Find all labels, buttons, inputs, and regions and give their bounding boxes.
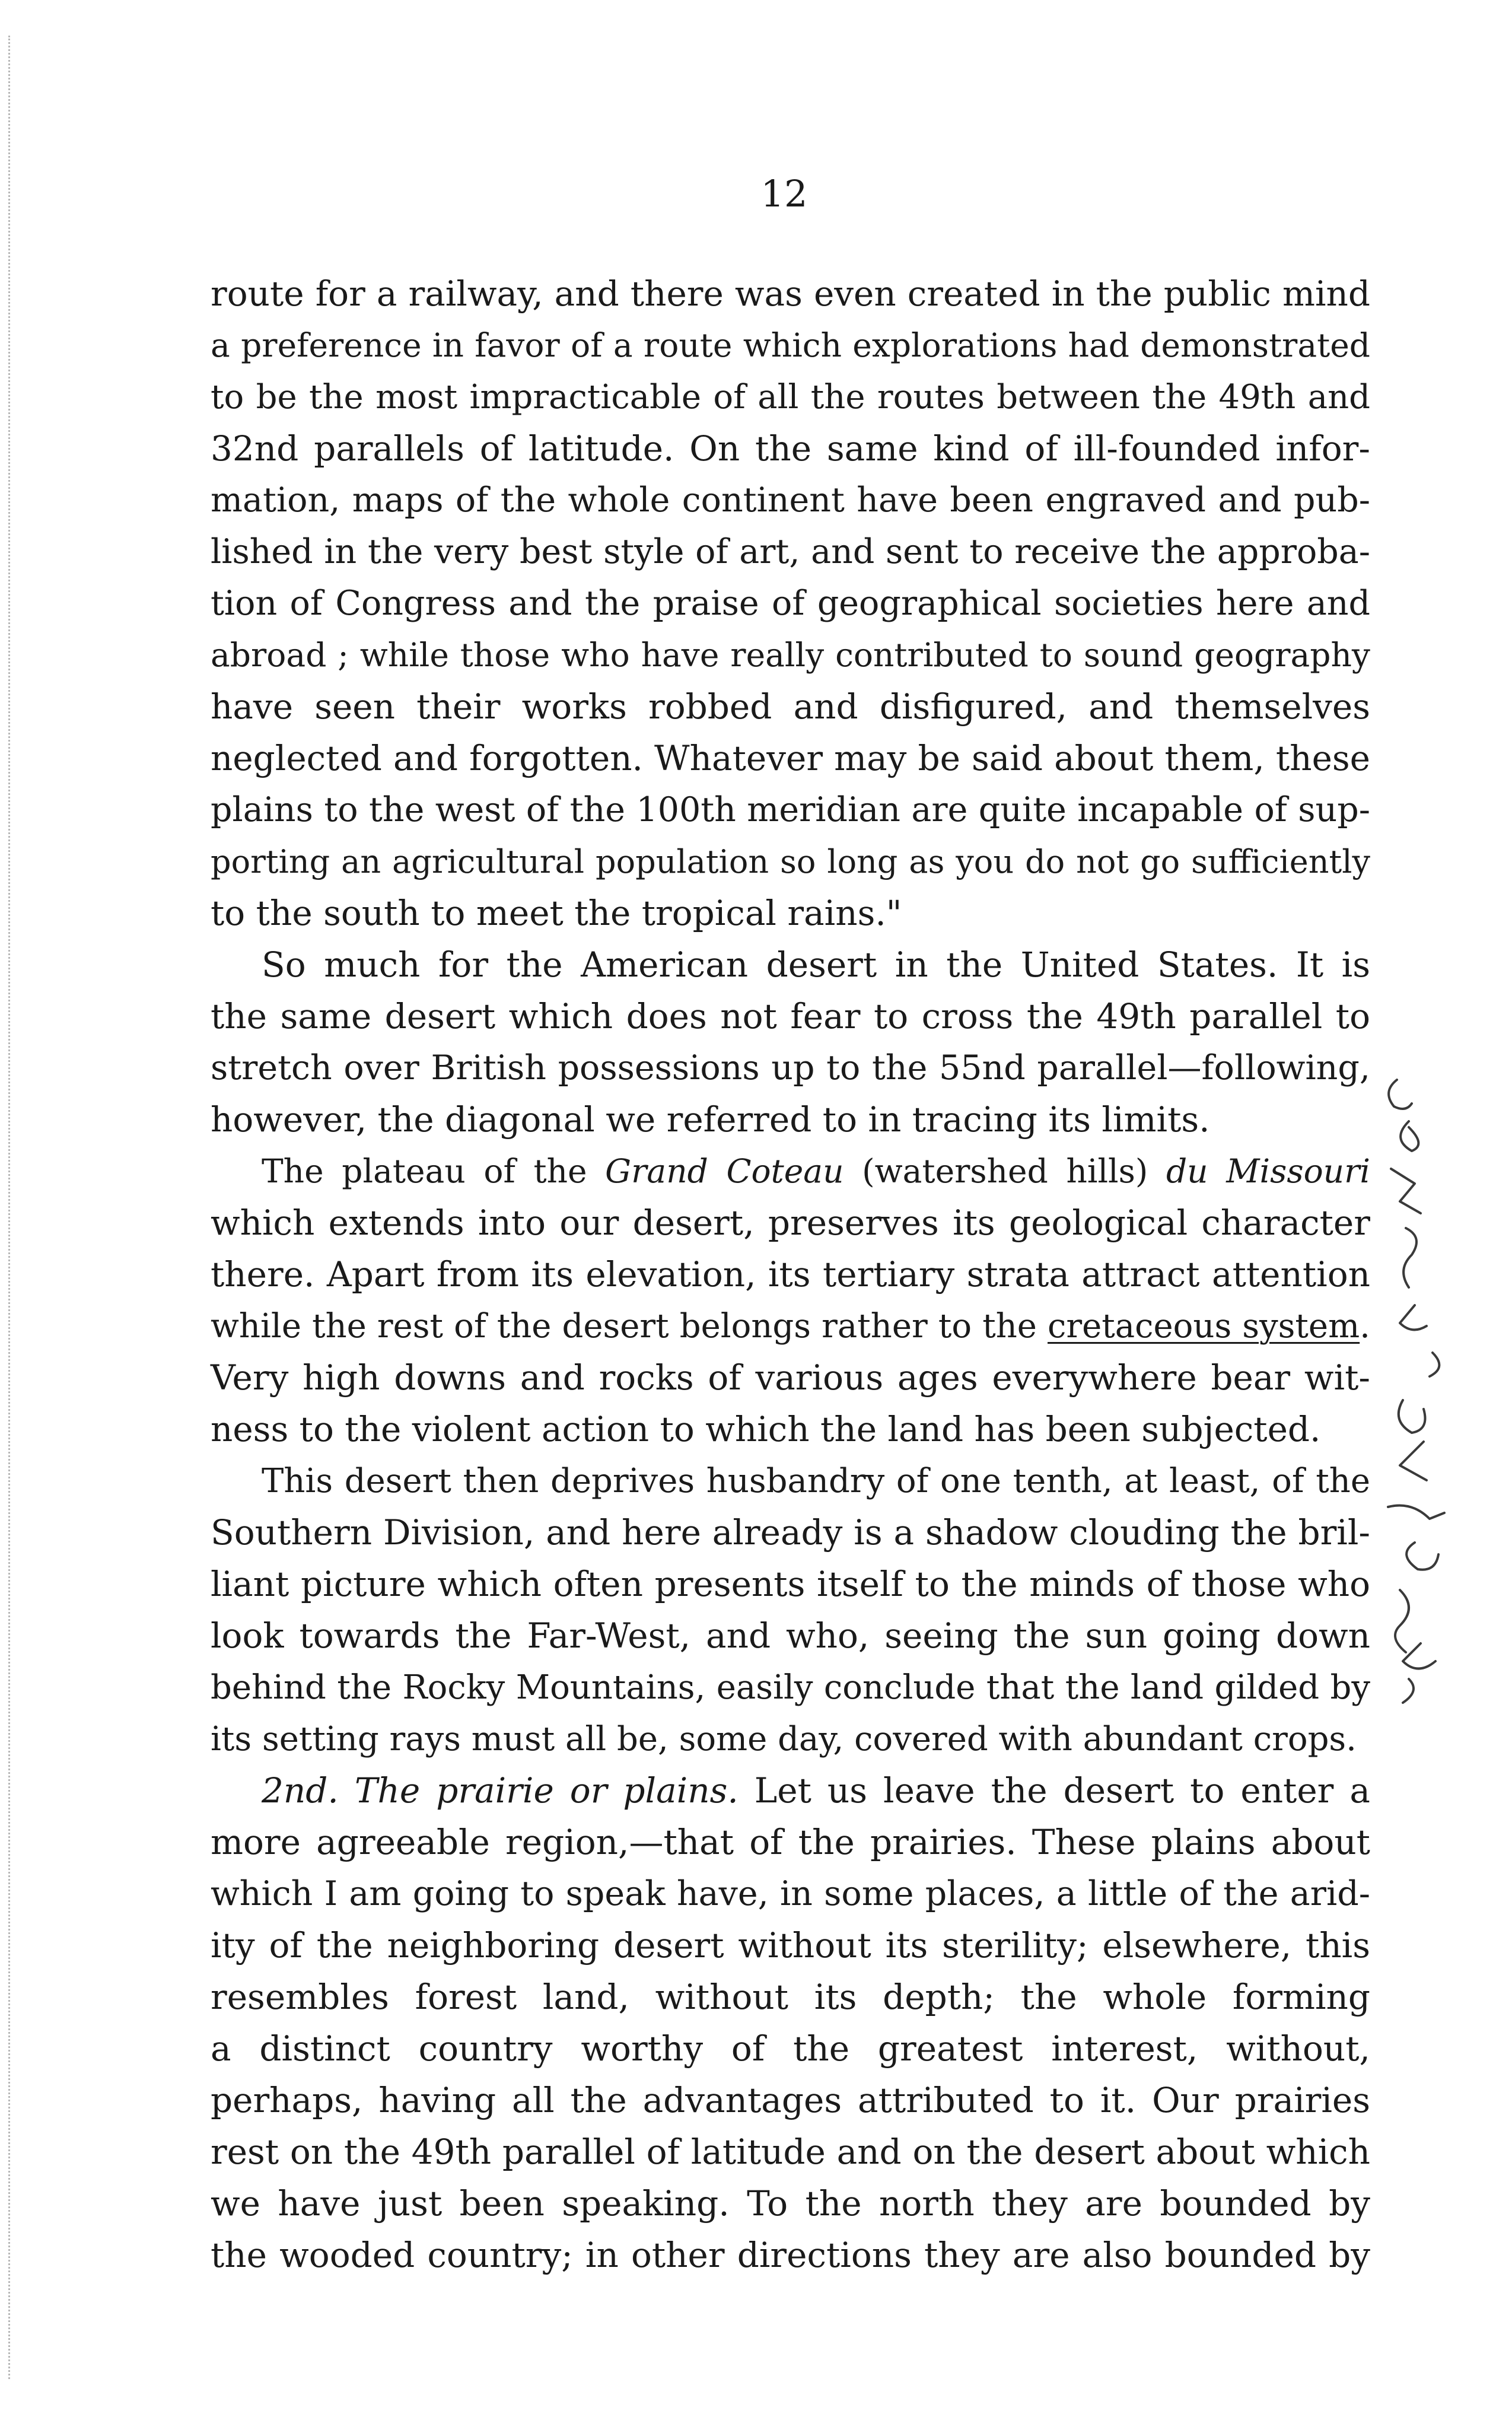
- text-line: to the south to meet the tropical rains.": [211, 893, 902, 933]
- text-run: .: [1360, 1307, 1370, 1346]
- text-line: which I am going to speak have, in some places, a little of the arid-: [211, 1874, 1370, 1913]
- section-heading-prairie: The prairie or plains.: [354, 1770, 739, 1811]
- text-line: rest on the 49th parallel of latitude and on the desert about which: [211, 2132, 1370, 2172]
- text-run: The plateau of the: [262, 1152, 606, 1190]
- text-line: ness to the violent action to which the land has been subjected.: [211, 1409, 1321, 1449]
- text-line: there. Apart from its elevation, its tertiary strata attract attention: [211, 1254, 1370, 1295]
- text-line: look towards the Far-West, and who, seeing the sun going down: [211, 1615, 1370, 1656]
- italic-term-grand-coteau: Grand Coteau: [605, 1152, 844, 1190]
- text-line: route for a railway, and there was even created in the public mind: [211, 274, 1370, 314]
- text-line: neglected and forgotten. Whatever may be said about them, these: [211, 738, 1370, 778]
- text-line: Southern Division, and here already is a shadow clouding the bril-: [211, 1512, 1370, 1553]
- text-line: tion of Congress and the praise of geographical societies here and: [211, 584, 1370, 623]
- italic-term-du-missouri: du Missouri: [1166, 1152, 1370, 1190]
- text-line: resembles forest land, without its depth; the whole forming: [211, 1977, 1370, 2017]
- text-line: to be the most impracticable of all the routes between the 49th and: [211, 378, 1370, 416]
- text-line: the wooded country; in other directions they are also bounded by: [211, 2235, 1370, 2275]
- text-line: more agreeable region,—that of the prairies. These plains about: [211, 1822, 1370, 1862]
- text-line: ity of the neighboring desert without its sterility; elsewhere, this: [211, 1925, 1370, 1966]
- section-number: 2nd.: [262, 1770, 355, 1811]
- underlined-term-cretaceous-system: cretaceous system: [1048, 1307, 1360, 1346]
- text-line: porting an agricultural population so long as you do not go sufficiently: [211, 843, 1370, 880]
- text-line: [211, 1300, 1370, 1352]
- text-line: perhaps, having all the advantages attributed to it. Our prairies: [211, 2080, 1370, 2120]
- text-line: the same desert which does not fear to cross the 49th parallel to: [211, 996, 1370, 1036]
- text-line: which extends into our desert, preserves its geological character: [211, 1203, 1370, 1243]
- body-text: [211, 268, 1370, 2281]
- page-number: 12: [760, 172, 808, 215]
- paragraph-husbandry: [211, 1455, 1370, 1765]
- text-line: mation, maps of the whole continent have been engraved and pub-: [211, 481, 1370, 520]
- paragraph-railway-continuation: [211, 268, 1370, 939]
- text-line: This desert then deprives husbandry of one tenth, at least, of the: [262, 1462, 1370, 1500]
- paragraph-grand-coteau: [211, 1146, 1370, 1455]
- text-line: lished in the very best style of art, and sent to receive the approba-: [211, 532, 1370, 571]
- text-line: liant picture which often presents itself to the minds of those who: [211, 1564, 1370, 1604]
- text-line: a distinct country worthy of the greatest interest, without,: [211, 2028, 1370, 2069]
- text-run: Let us leave the desert to enter a: [738, 1770, 1370, 1811]
- text-line: stretch over British possessions up to the 55nd parallel—following,: [211, 1048, 1370, 1087]
- text-line: [211, 1765, 1370, 1817]
- text-line: behind the Rocky Mountains, easily conclude that the land gilded by: [211, 1668, 1370, 1707]
- text-line: [211, 1146, 1370, 1197]
- text-line: 32nd parallels of latitude. On the same kind of ill-founded infor-: [211, 428, 1370, 469]
- text-line: we have just been speaking. To the north they are bounded by: [211, 2183, 1370, 2224]
- text-run: while the rest of the desert belongs rather to the: [211, 1307, 1048, 1346]
- text-line: So much for the American desert in the United States. It is: [262, 944, 1370, 985]
- text-line: its setting rays must all be, some day, covered with abundant crops.: [211, 1720, 1357, 1758]
- text-line: a preference in favor of a route which explorations had demonstrated: [211, 326, 1370, 364]
- text-line: Very high downs and rocks of various ages everywhere bear wit-: [211, 1357, 1370, 1398]
- handwritten-margin-note-icon: [1373, 1056, 1492, 1721]
- paragraph-prairie: [211, 1765, 1370, 2281]
- paragraph-american-desert: [211, 939, 1370, 1146]
- binding-edge: [8, 36, 10, 2379]
- text-line: plains to the west of the 100th meridian are quite incapable of sup-: [211, 790, 1370, 829]
- text-line: however, the diagonal we referred to in tracing its limits.: [211, 1099, 1210, 1140]
- text-run: (watershed hills): [843, 1152, 1166, 1190]
- text-line: abroad ; while those who have really contributed to sound geography: [211, 636, 1370, 674]
- text-line: have seen their works robbed and disfigured, and themselves: [211, 686, 1370, 727]
